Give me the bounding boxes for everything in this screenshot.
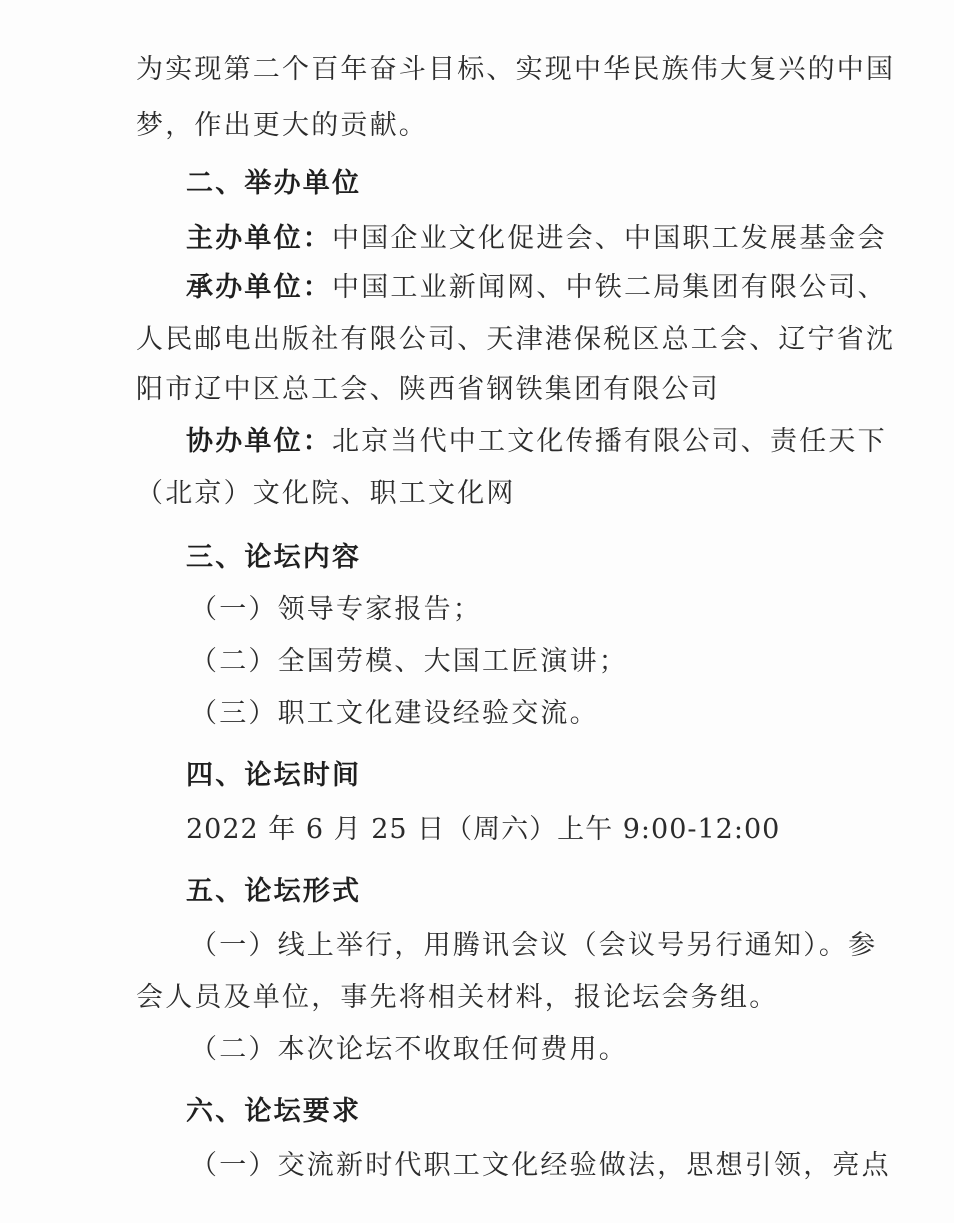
co-organizer-value-1: 北京当代中工文化传播有限公司、责任天下 <box>332 426 887 457</box>
intro-line-2: 梦，作出更大的贡献。 <box>136 110 428 141</box>
section-heading-organizers: 二、举办单位 <box>186 168 362 199</box>
forum-time: 2022 年 6 月 25 日（周六）上午 9:00-12:00 <box>186 814 781 845</box>
requirements-item-1-line-1: （一）交流新时代职工文化经验做法，思想引领，亮点 <box>190 1150 891 1181</box>
format-item-2: （二）本次论坛不收取任何费用。 <box>190 1034 628 1065</box>
co-organizer-label: 协办单位： <box>186 426 332 457</box>
section-heading-time: 四、论坛时间 <box>186 760 362 791</box>
organizer-value-1: 中国工业新闻网、中铁二局集团有限公司、 <box>332 272 887 303</box>
content-item-2: （二）全国劳模、大国工匠演讲； <box>190 646 628 677</box>
co-organizer-value-2: （北京）文化院、职工文化网 <box>136 478 516 509</box>
content-item-3: （三）职工文化建设经验交流。 <box>190 698 599 729</box>
content-item-1: （一）领导专家报告； <box>190 594 482 625</box>
format-item-1-line-1: （一）线上举行，用腾讯会议（会议号另行通知）。参 <box>190 930 878 961</box>
host-row <box>186 221 886 257</box>
organizer-label: 承办单位： <box>186 272 332 303</box>
organizer-row <box>186 270 886 306</box>
host-value: 中国企业文化促进会、中国职工发展基金会 <box>332 223 887 254</box>
co-organizer-row <box>186 424 886 460</box>
host-label: 主办单位： <box>186 223 332 254</box>
format-item-1-line-2: 会人员及单位，事先将相关材料，报论坛会务组。 <box>136 982 779 1013</box>
section-heading-format: 五、论坛形式 <box>186 876 362 907</box>
section-heading-content: 三、论坛内容 <box>186 542 362 573</box>
organizer-value-2: 人民邮电出版社有限公司、天津港保税区总工会、辽宁省沈 <box>136 324 896 355</box>
section-heading-requirements: 六、论坛要求 <box>186 1096 362 1127</box>
organizer-value-3: 阳市辽中区总工会、陕西省钢铁集团有限公司 <box>136 374 720 405</box>
intro-line-1: 为实现第二个百年奋斗目标、实现中华民族伟大复兴的中国 <box>136 54 896 85</box>
